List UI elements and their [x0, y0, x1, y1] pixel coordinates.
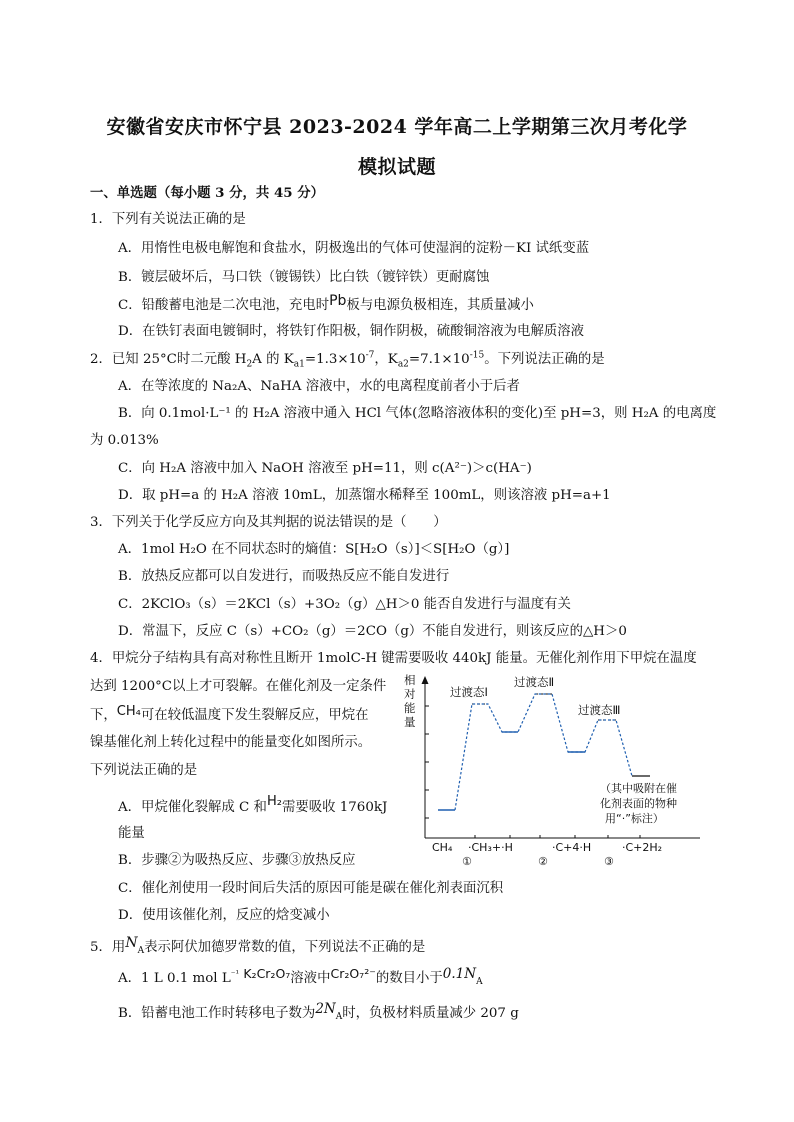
q2-stem-part: 2．已知 25°C时二元酸 H [90, 352, 247, 367]
ts1-label: 过渡态Ⅰ [450, 685, 488, 699]
q2-stem-part: =1.3×10 [304, 352, 366, 367]
q5-option-a-sup: ⁻¹ [230, 969, 240, 980]
x-label-c-2h2: ·C+2H₂ [622, 841, 663, 854]
q5-stem-part: 表示阿伏加德罗常数的值，下列说法不正确的是 [144, 940, 426, 955]
q1-option-d: D．在铁钉表面电镀铜时，将铁钉作阳极，铜作阴极，硫酸铜溶液为电解质溶液 [118, 324, 585, 339]
q2-option-c: C．向 H₂A 溶液中加入 NaOH 溶液至 pH=11，则 c(A²⁻)＞c(HA⁻) [118, 461, 532, 476]
note-line: 用“·”标注） [605, 812, 664, 825]
y-axis-arrow [422, 676, 429, 684]
q5-option-a-part: 溶液中 [290, 971, 331, 986]
q4-h2: H₂ [266, 794, 282, 809]
q3-option-d: D．常温下，反应 C（s）+CO₂（g）＝2CO（g）不能自发进行，则该反应的△H＞0 [118, 624, 627, 639]
q3-option-a: A．1mol H₂O 在不同状态时的熵值：S[H₂O（s）]＜S[H₂O（g）] [118, 542, 510, 557]
note-line: 化剂表面的物种 [600, 797, 677, 810]
q5-na-symbol: N [125, 935, 138, 951]
q4-stem-line3 [90, 706, 369, 726]
q3-option-c: C．2KClO₃（s）＝2KCl（s）+3O₂（g）△H＞0 能否自发进行与温度有关 [118, 597, 571, 612]
q5-stem: 5．用$N_A$表示阿伏加德罗常数的值，下列说法不正确的是 [90, 935, 426, 956]
q4-option-b: B．步骤②为吸热反应、步骤③放热反应 [118, 853, 356, 868]
q1-option-c-post: 板与电源负极相连，其质量减小 [346, 298, 534, 313]
x-label-ch3-h: ·CH₃+·H [468, 841, 513, 854]
q5-option-b-part: 时，负极材料质量减少 207 g [342, 1006, 519, 1021]
q3-stem: 3．下列关于化学反应方向及其判据的说法错误的是（ ） [90, 515, 447, 530]
q5-stem-part: 5．用 [90, 940, 126, 955]
q2-option-b-cont: 为 0.013% [90, 433, 159, 448]
energy-diagram [400, 670, 710, 870]
q2-stem-part: 。下列说法正确的是 [484, 352, 605, 367]
y-label-char: 对 [404, 687, 416, 701]
q1-option-c [118, 295, 534, 316]
q5-option-b-part: B．铅蓄电池工作时转移电子数为 [118, 1006, 316, 1021]
q4-option-c: C．催化剂使用一段时间后失活的原因可能是碳在催化剂表面沉积 [118, 881, 504, 896]
q4-stem-line4: 镍基催化剂上转化过程中的能量变化如图所示。 [90, 735, 372, 750]
page-subtitle: 模拟试题 [357, 156, 436, 178]
q2-option-d: D．取 pH=a 的 H₂A 溶液 10mL，加蒸馏水稀释至 100mL，则该溶液 pH=a+1 [118, 488, 611, 503]
q5-option-a-part: A．1 L 0.1 mol L [118, 971, 231, 986]
q4-stem-line1: 4．甲烷分子结构具有高对称性且断开 1molC-H 键需要吸收 440kJ 能量。无催化剂作用下甲烷在温度 [90, 651, 697, 666]
x-label-ch4: CH₄ [432, 841, 453, 854]
page-title: 安徽省安庆市怀宁县 2023-2024 学年高二上学期第三次月考化学 [106, 116, 688, 138]
q5-option-a-value: 0.1N [442, 966, 477, 982]
q1-option-a: A．用惰性电极电解饱和食盐水，阴极逸出的气体可使湿润的淀粉－KI 试纸变蓝 [118, 241, 590, 256]
note-line: （其中吸附在催 [600, 782, 677, 795]
q2-stem-part: ，K [374, 352, 398, 367]
q2-option-b: B．向 0.1mol·L⁻¹ 的 H₂A 溶液中通入 HCl 气体(忽略溶液体积的变化)至 pH=3，则 H₂A 的电离度 [118, 406, 717, 421]
q5-option-a-part: 的数目小于 [375, 971, 443, 986]
q4-option-a-part: 需要吸收 1760kJ [281, 800, 388, 815]
q4-stem-part: 可在较低温度下发生裂解反应，甲烷在 [140, 708, 369, 723]
q4-ch4: CH₄ [116, 704, 141, 719]
ts3-label: 过渡态Ⅲ [578, 703, 621, 717]
y-label-char: 能 [404, 701, 416, 715]
q4-option-a-cont: 能量 [118, 826, 145, 841]
q2-stem-part: =7.1×10 [408, 352, 470, 367]
q4-option-d: D．使用该催化剂，反应的焓变减小 [118, 908, 330, 923]
x-step-1: ① [462, 855, 472, 868]
q4-option-a-part: A．甲烷催化裂解成 C 和 [118, 800, 267, 815]
y-label-char: 量 [404, 715, 416, 729]
x-label-c-4h: ·C+4·H [552, 841, 592, 854]
q1-option-c-pb: Pb [329, 293, 347, 309]
q2-stem: 2．已知 25°C时二元酸 $H_2A$ 的 $K_{a1}=1.3\times 10^{-7}$，$K_{a2}=7.1\times 10^{-15}$。下列说法正确的是 [90, 350, 605, 370]
q2-stem-part: A 的 K [252, 352, 294, 367]
ts2-label: 过渡态Ⅱ [514, 675, 555, 689]
q4-stem-part: 下， [90, 708, 117, 723]
x-step-3: ③ [604, 855, 614, 868]
section-heading: 一、单选题（每小题 3 分，共 45 分） [90, 185, 325, 201]
q1-option-b: B．镀层破坏后，马口铁（镀锡铁）比白铁（镀锌铁）更耐腐蚀 [118, 270, 490, 285]
q5-option-b: B．铅蓄电池工作时转移电子数为$2N_A$时，负极材料质量减少 207 g [118, 1001, 519, 1022]
q5-option-a: A．1 L 0.1 mol $L^{^{-1}}$ K₂Cr₂O₇溶液中Cr₂O₇²⁻的数目小于$0.1N_A$ [118, 966, 483, 987]
q5-k2cr2o7: K₂Cr₂O₇ [243, 966, 291, 981]
q4-option-a [118, 794, 388, 818]
q5-option-b-value: 2N [315, 1001, 336, 1017]
q4-stem-line2: 达到 1200°C以上才可裂解。在催化剂及一定条件 [90, 679, 387, 694]
q3-option-b: B．放热反应都可以自发进行，而吸热反应不能自发进行 [118, 569, 450, 584]
x-step-2: ② [538, 855, 548, 868]
q1-option-c-pre: C．铅酸蓄电池是二次电池，充电时 [118, 298, 330, 313]
q2-option-a: A．在等浓度的 Na₂A、NaHA 溶液中，水的电离程度前者小于后者 [118, 379, 520, 394]
y-label-char: 相 [404, 673, 416, 687]
q5-cr2o7-ion: Cr₂O₇²⁻ [330, 966, 376, 981]
q4-stem-line5: 下列说法正确的是 [90, 763, 198, 778]
q1-stem: 1．下列有关说法正确的是 [90, 212, 246, 227]
